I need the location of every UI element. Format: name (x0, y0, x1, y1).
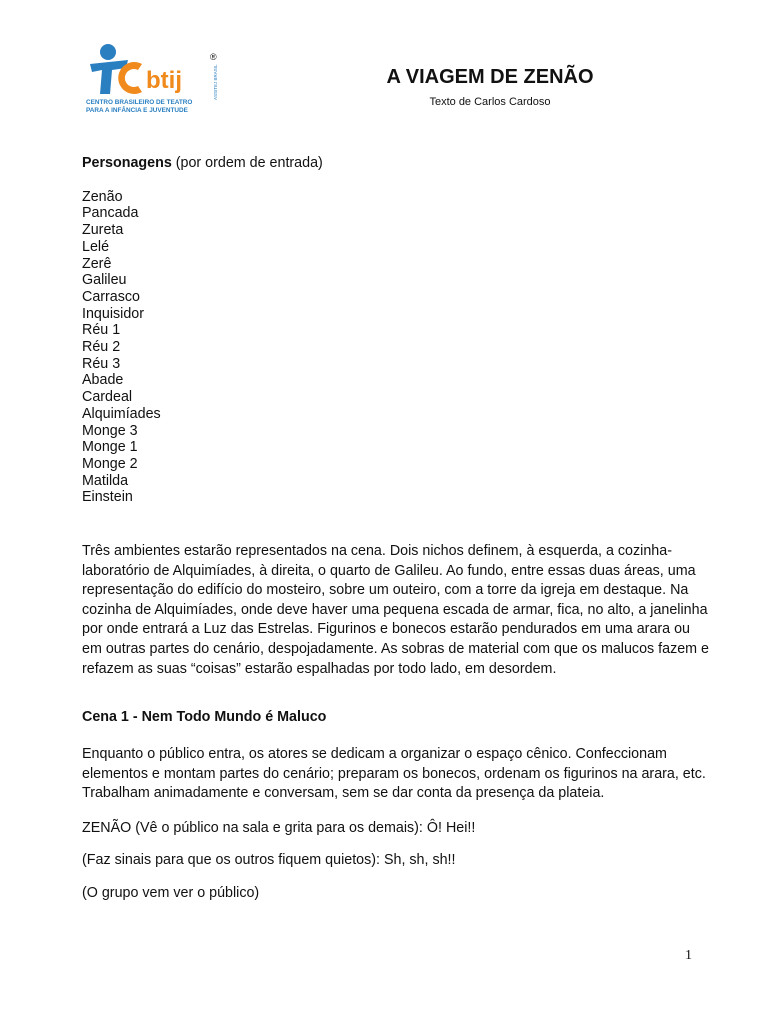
stage-direction: (Faz sinais para que os outros fiquem quietos): Sh, sh, sh!! (82, 852, 456, 869)
character-item: Réu 3 (82, 355, 121, 372)
logo-registered: ® (210, 52, 217, 62)
page-number: 1 (685, 948, 692, 963)
character-item: Monge 3 (82, 422, 138, 439)
character-item: Pancada (82, 205, 139, 222)
logo-line1: CENTRO BRASILEIRO DE TEATRO (86, 99, 193, 106)
characters-heading-note: (por ordem de entrada) (171, 155, 323, 171)
character-item: Cardeal (82, 389, 133, 406)
document-subtitle: Texto de Carlos Cardoso (429, 96, 551, 108)
character-item: Réu 2 (82, 339, 121, 356)
stage-direction: (O grupo vem ver o público) (82, 885, 260, 902)
logo-side-text: ASSITEJ BRASIL (213, 64, 218, 100)
character-item: Réu 1 (82, 322, 121, 339)
cbtij-logo (86, 42, 226, 118)
character-item: Einstein (82, 489, 133, 506)
character-item: Inquisidor (82, 305, 144, 322)
characters-list (82, 189, 712, 506)
scene-paragraph: Enquanto o público entra, os atores se dedicam a organizar o espaço cênico. Confeccionam elementos e montam partes do cenário; preparam os bonecos, ordenam os figurinos na arara, etc. Trabalham animadamente e conversam, sem se dar conta da presença da plateia. (82, 745, 706, 802)
document-body (82, 155, 712, 902)
character-item: Zenão (82, 188, 123, 205)
logo-brand-text: btij (146, 67, 182, 94)
character-item: Alquimíades (82, 405, 161, 422)
logo-figure-head (100, 44, 116, 60)
characters-heading-bold: Personagens (82, 155, 172, 171)
scene-title: Cena 1 - Nem Todo Mundo é Maluco (82, 709, 327, 726)
setting-paragraph: Três ambientes estarão representados na cena. Dois nichos definem, à esquerda, a cozinha-laboratório de Alquimíades, à direita, o quarto de Galileu. Ao fundo, entre essas duas áreas, uma representação do edifício do mosteiro, sobre um outeiro, com a torre da igreja em destaque. Na cozinha de Alquimíades, onde deve haver uma pequena escada de armar, fica, no alto, a janelinha por onde entrará a Luz das Estrelas. Figurinos e bonecos estarão pendurados em uma arara ou em outras partes do cenário, despojadamente. As sobras de material com que os malucos fazem e refazem as suas “coisas” estarão espalhadas por todo lado, em desordem. (82, 543, 710, 677)
dialogue-line: ZENÃO (Vê o público na sala e grita para os demais): Ô! Hei!! (82, 819, 476, 836)
character-item: Monge 2 (82, 455, 138, 472)
character-item: Galileu (82, 272, 127, 289)
character-item: Carrasco (82, 288, 140, 305)
character-item: Zureta (82, 222, 124, 239)
logo-graphic (86, 42, 226, 118)
characters-heading (82, 155, 712, 172)
character-item: Matilda (82, 472, 129, 489)
logo-line2: PARA A INFÂNCIA E JUVENTUDE (86, 107, 188, 114)
character-item: Monge 1 (82, 439, 138, 456)
character-item: Lelé (82, 238, 110, 255)
document-title: A VIAGEM DE ZENÃO (386, 66, 594, 88)
character-item: Zerê (82, 255, 112, 272)
character-item: Abade (82, 372, 124, 389)
